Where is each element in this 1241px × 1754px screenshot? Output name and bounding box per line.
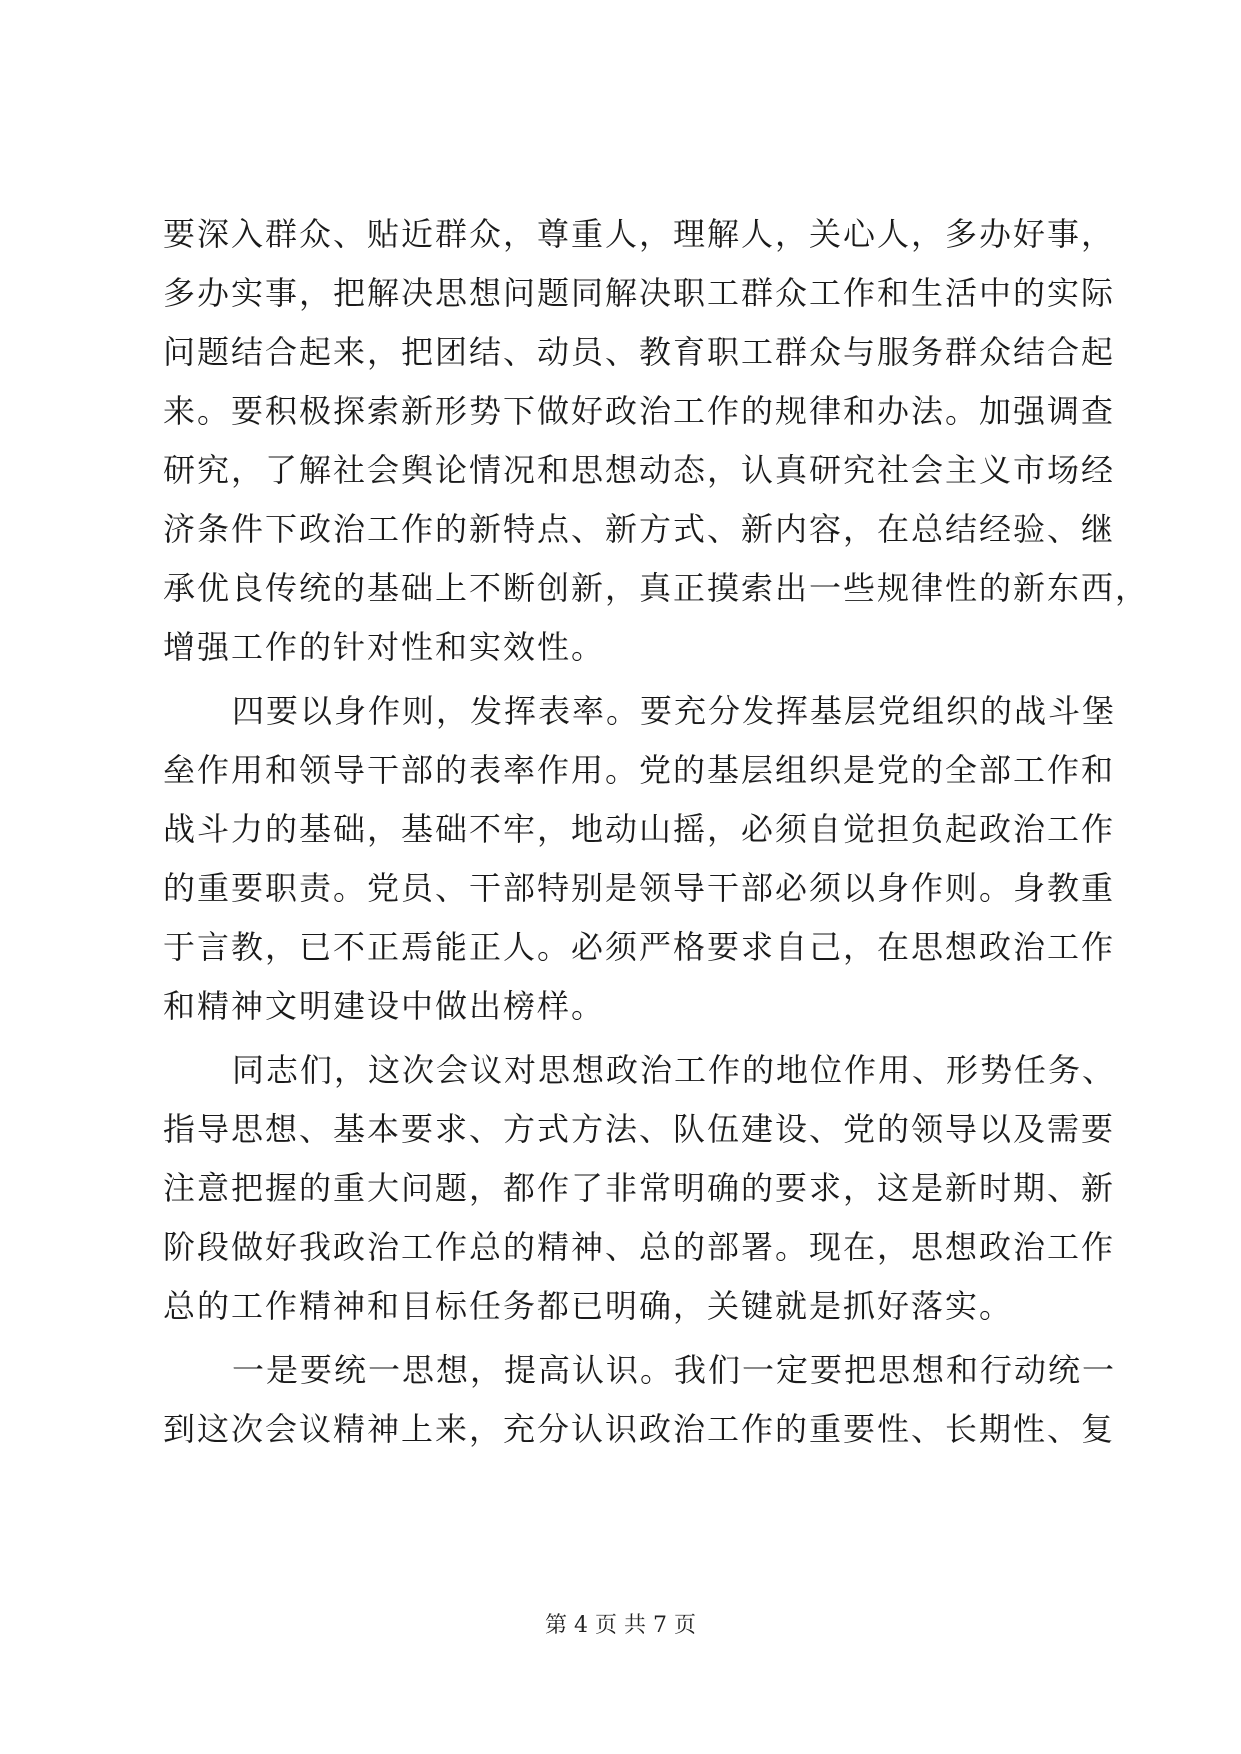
text-line: 要深入群众、贴近群众，尊重人，理解人，关心人，多办好事， bbox=[163, 215, 1116, 253]
text-line: 增强工作的针对性和实效性。 bbox=[163, 628, 606, 666]
text-line: 的重要职责。党员、干部特别是领导干部必须以身作则。身教重 bbox=[163, 869, 1116, 907]
paragraph-first-line: 一是要统一思想，提高认识。我们一定要把思想和行动统一 bbox=[232, 1351, 1117, 1389]
text-line: 到这次会议精神上来，充分认识政治工作的重要性、长期性、复 bbox=[163, 1410, 1116, 1448]
text-line: 济条件下政治工作的新特点、新方式、新内容，在总结经验、继 bbox=[163, 510, 1116, 548]
text-line: 总的工作精神和目标任务都已明确，关键就是抓好落实。 bbox=[163, 1287, 1014, 1325]
text-line: 研究，了解社会舆论情况和思想动态，认真研究社会主义市场经 bbox=[163, 451, 1116, 489]
paragraph-first-line: 同志们，这次会议对思想政治工作的地位作用、形势任务、 bbox=[232, 1051, 1117, 1089]
text-line: 战斗力的基础，基础不牢，地动山摇，必须自觉担负起政治工作 bbox=[163, 810, 1116, 848]
text-line: 垒作用和领导干部的表率作用。党的基层组织是党的全部工作和 bbox=[163, 751, 1116, 789]
document-body bbox=[163, 205, 1150, 1459]
text-line: 和精神文明建设中做出榜样。 bbox=[163, 987, 606, 1025]
text-line: 注意把握的重大问题，都作了非常明确的要求，这是新时期、新 bbox=[163, 1169, 1116, 1207]
text-line: 问题结合起来，把团结、动员、教育职工群众与服务群众结合起 bbox=[163, 333, 1116, 371]
paragraph-first-line: 四要以身作则，发挥表率。要充分发挥基层党组织的战斗堡 bbox=[232, 692, 1117, 730]
text-line: 承优良传统的基础上不断创新，真正摸索出一些规律性的新东西， bbox=[163, 569, 1150, 607]
page-number-footer: 第 4 页 共 7 页 bbox=[545, 1613, 696, 1638]
text-line: 指导思想、基本要求、方式方法、队伍建设、党的领导以及需要 bbox=[163, 1110, 1116, 1148]
text-line: 来。要积极探索新形势下做好政治工作的规律和办法。加强调查 bbox=[163, 392, 1116, 430]
text-line: 阶段做好我政治工作总的精神、总的部署。现在，思想政治工作 bbox=[163, 1228, 1116, 1266]
text-line: 多办实事，把解决思想问题同解决职工群众工作和生活中的实际 bbox=[163, 274, 1116, 312]
text-line: 于言教，已不正焉能正人。必须严格要求自己，在思想政治工作 bbox=[163, 928, 1116, 966]
